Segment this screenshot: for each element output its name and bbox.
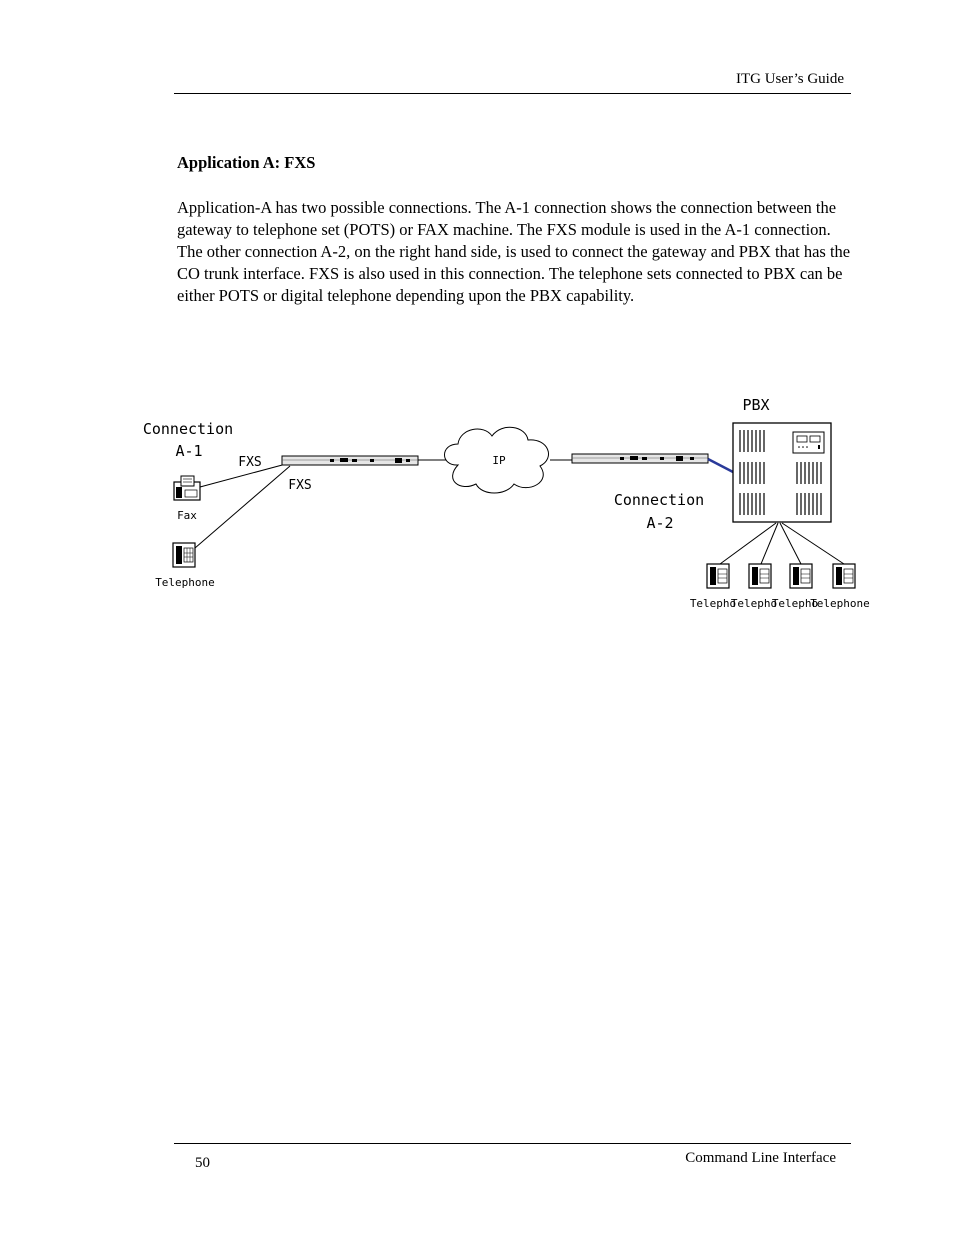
footer-rule [174,1143,851,1144]
fxs-label-upper: FXS [238,455,262,470]
fax-label: Fax [177,509,197,522]
header-title: ITG User’s Guide [735,71,844,87]
pbx-cabinet-icon [733,423,831,522]
telephone-to-gateway-line [195,466,290,548]
fxs-label-lower: FXS [288,478,312,493]
pbx-telephone-icon-2 [749,564,771,588]
connection-a2-label-line1: Connection [613,491,705,509]
application-a-diagram [0,380,954,620]
gateway-device-left [282,456,418,465]
connection-a2-label-line2: A-2 [646,514,674,532]
ip-label: IP [492,454,506,467]
connection-a1-label-line1: Connection [142,420,234,438]
telephone-icon [173,543,195,567]
header-rule [174,93,851,94]
gateway-device-right [572,454,708,463]
fax-icon [174,476,200,500]
footer-section-label: Command Line Interface [685,1150,836,1166]
pbx-telephone-label-3: Telepho [771,597,819,610]
pbx-label: PBX [742,396,770,414]
pbx-telephone-icon-1 [707,564,729,588]
gateway-to-pbx-trunk-line [708,459,733,472]
pbx-telephone-label-1: Telepho [689,597,737,610]
connection-a1-label-line2: A-1 [175,442,203,460]
pbx-telephone-label-4: Telephone [810,597,870,610]
pbx-phone-lines [720,523,844,564]
telephone-label: Telephone [155,576,215,589]
page-number: 50 [195,1155,210,1171]
pbx-telephone-icon-4 [833,564,855,588]
body-paragraph: Application-A has two possible connections. The A-1 connection shows the connection between the gateway to telephone set (POTS) or FAX machine. The FXS module is used in the A-1 connection. The other connection A-2, on the right hand side, is used to connect the gateway and PBX that has the CO trunk interface. FXS is also used in this connection. The telephone sets connected to PBX can be either POTS or digital telephone depending upon the PBX capability. [177,198,851,305]
pbx-telephone-icon-3 [790,564,812,588]
pbx-telephone-label-2: Telepho [730,597,778,610]
section-title: Application A: FXS [177,153,316,172]
